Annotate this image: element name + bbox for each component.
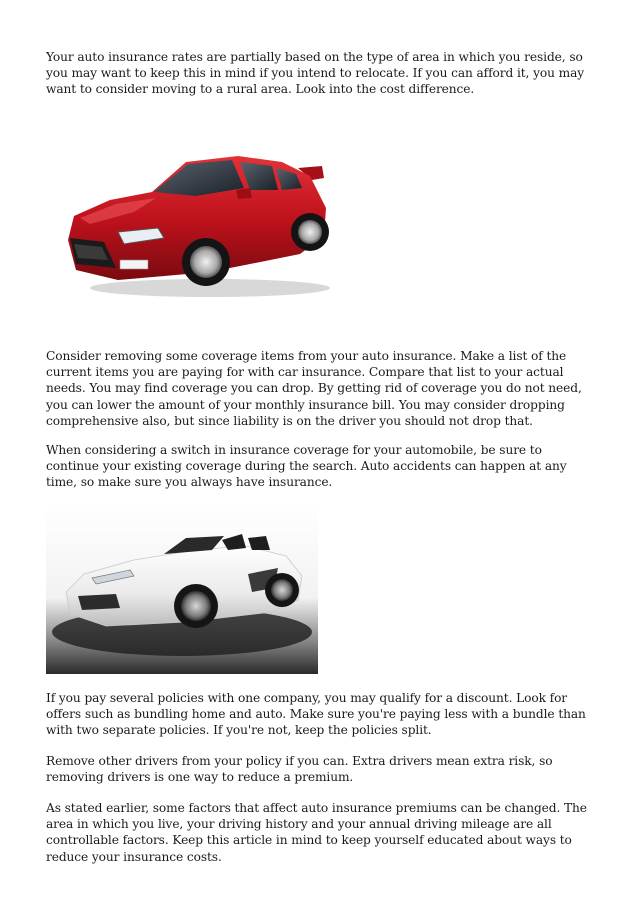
white-convertible-illustration xyxy=(46,504,318,674)
paragraph-coverage: Consider removing some coverage items from your auto insurance. Make a list of the current items you are paying for with car insurance. Compare that list to your actual needs. You may find coverage you can drop. By getting rid of coverage you do not need, you can lower the amount of your monthly insurance bill. You may consider dropping comprehensive also, but since liability is on the driver you should not drop that. xyxy=(46,349,582,428)
paragraph-bundle-discount: If you pay several policies with one company, you may qualify for a discount. Look for offers such as bundling home and auto. Make sure you're paying less with a bundle than with two separate policies. If you're not, keep the policies split. xyxy=(46,691,586,738)
paragraph-switch: When considering a switch in insurance coverage for your automobile, be sure to continue your existing coverage during the search. Auto accidents can happen at any time, so make sure you always have insurance. xyxy=(46,443,567,490)
red-sedan-image xyxy=(60,148,330,303)
paragraph-conclusion: As stated earlier, some factors that affect auto insurance premiums can be changed. The area in which you live, your driving history and your annual driving mileage are all controllable factors. Keep this article in mind to keep yourself educated about ways to reduce your insurance costs. xyxy=(46,801,587,864)
paragraph-area: Your auto insurance rates are partially based on the type of area in which you reside, so you may want to keep this in mind if you intend to relocate. If you can afford it, you may want to consider moving to a rural area. Look into the cost difference. xyxy=(46,50,585,97)
white-convertible-image xyxy=(46,504,318,674)
paragraph-remove-drivers: Remove other drivers from your policy if you can. Extra drivers mean extra risk, so removing drivers is one way to reduce a premium. xyxy=(46,754,553,785)
red-sedan-illustration xyxy=(60,148,330,303)
